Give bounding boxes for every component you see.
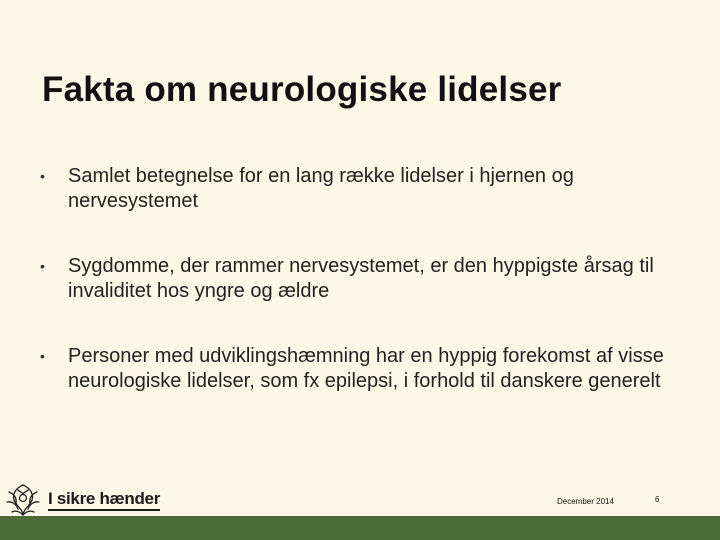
page-number: 6 xyxy=(655,495,660,504)
footer-bar xyxy=(0,516,720,540)
footer-date: December 2014 xyxy=(557,497,614,506)
bullet-marker: • xyxy=(40,258,45,274)
bullet-text: Personer med udviklingshæmning har en hyppig forekomst af visse neurologiske lidelser, som fx epilepsi, i forhold til danskere generelt xyxy=(68,345,664,392)
bullet-item xyxy=(40,344,680,394)
bullet-text: Samlet betegnelse for en lang række lidelser i hjernen og nervesystemet xyxy=(68,165,574,212)
bullet-item xyxy=(40,164,680,214)
bullet-text: Sygdomme, der rammer nervesystemet, er den hyppigste årsag til invaliditet hos yngre og ældre xyxy=(68,255,654,302)
logo-text: I sikre hænder xyxy=(48,490,160,511)
bullet-list xyxy=(40,164,680,394)
bullet-marker: • xyxy=(40,168,45,184)
bullet-item xyxy=(40,254,680,304)
logo xyxy=(4,482,160,518)
slide-title: Fakta om neurologiske lidelser xyxy=(42,70,562,109)
ornament-logo-icon xyxy=(4,482,42,518)
bullet-marker: • xyxy=(40,348,45,364)
